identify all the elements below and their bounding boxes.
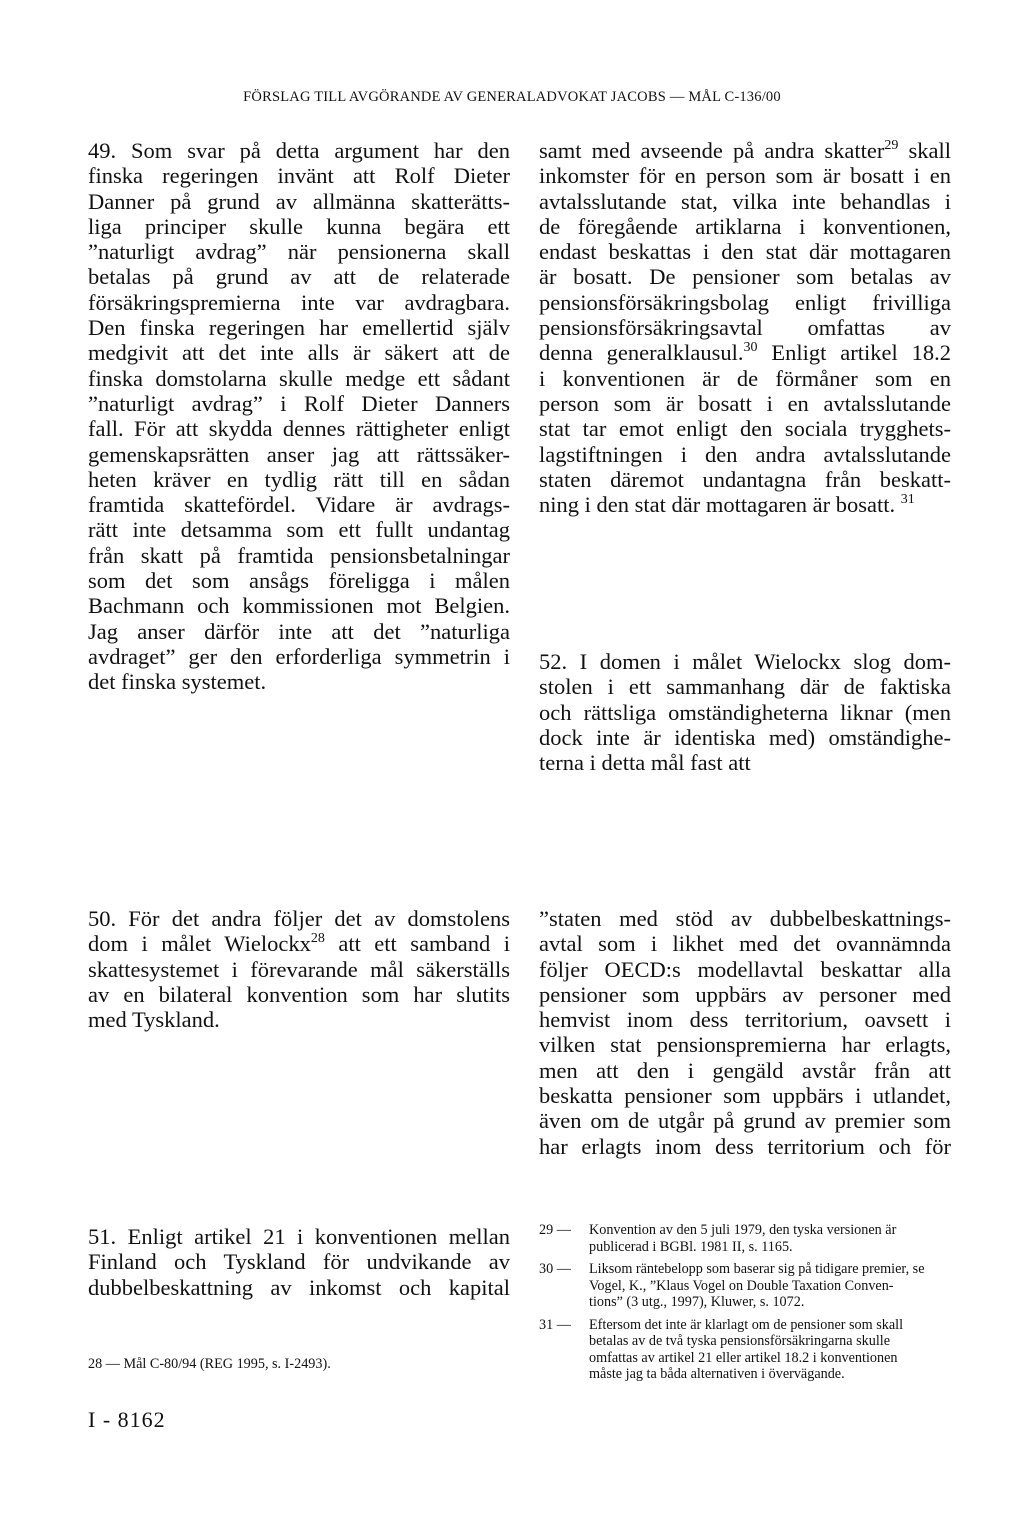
paragraph-line: men att den i gengäld avstår från att [539, 1057, 951, 1083]
paragraph-line: stat tar emot enligt den sociala trygghets- [539, 416, 951, 442]
paragraph-line: som det som ansågs föreligga i målen [88, 568, 510, 594]
paragraph-49 [88, 138, 510, 695]
paragraph-line: dock inte är identiska med) omständighe- [539, 724, 951, 750]
paragraph-line: liga principer skulle kunna begära ett [88, 213, 510, 239]
paragraph-line: i konventionen är de förmåner som en [539, 365, 951, 391]
footnote-ref-30[interactable]: 30 [743, 340, 758, 356]
paragraph-line: staten däremot undantagna från beskatt- [539, 466, 951, 492]
footnotes-right [539, 1222, 951, 1383]
paragraph-line: ning i den stat där mottagaren är bosatt. $^{31}$ [539, 492, 915, 518]
paragraph-line: heten kräver en tydlig rätt till en sådan [88, 466, 510, 492]
paragraph-52 [539, 649, 951, 775]
paragraph-51-continued [539, 138, 951, 517]
paragraph-51 [88, 1224, 510, 1300]
paragraph-line: gemenskapsrätten anser jag att rättssäker- [88, 441, 510, 467]
paragraph-line: denna generalklausul.$^{30}$ Enligt artikel 18.2 [539, 340, 952, 366]
footnote-28: 28 — Mål C-80/94 (REG 1995, s. I-2493). [88, 1356, 331, 1372]
footnote-line: betalas av de två tyska pensionsförsäkringarna skulle [589, 1333, 890, 1349]
quoted-judgment [539, 906, 951, 1159]
footnote-label: 31 — [539, 1316, 571, 1333]
footnote-line: omfattas av artikel 21 eller artikel 18.2 i konventionen [589, 1349, 898, 1366]
paragraph-line: Finland och Tyskland för undvikande av [88, 1249, 510, 1275]
paragraph-line: stolen i ett sammanhang där de faktiska [539, 674, 951, 700]
paragraph-line: 51. Enligt artikel 21 i konventionen mellan [88, 1224, 510, 1249]
footnote-ref-28[interactable]: 28 [310, 931, 325, 947]
paragraph-line: terna i detta mål fast att [539, 750, 751, 776]
paragraph-line: hemvist inom dess territorium, oavsett i [539, 1007, 951, 1033]
footnote-label: 29 — [539, 1222, 571, 1238]
paragraph-line: avtal som i likhet med det ovannämnda [539, 931, 951, 957]
paragraph-line: pensionsförsäkringsavtal omfattas av [539, 315, 951, 341]
paragraph-line: skattesystemet i förevarande mål säkerställs [88, 956, 510, 982]
paragraph-line: ”naturligt avdrag” när pensionerna skall [88, 239, 510, 265]
paragraph-line: avtalsslutande stat, vilka inte behandlas i [539, 188, 951, 214]
paragraph-line: betalas på grund av att de relaterade [88, 264, 510, 290]
paragraph-line: även om de utgår på grund av premier som [539, 1108, 951, 1134]
paragraph-line: från skatt på framtida pensionsbetalningar [88, 542, 510, 568]
paragraph-line: är bosatt. De pensioner som betalas av [539, 264, 951, 290]
paragraph-line: har erlagts inom dess territorium och för [539, 1133, 951, 1159]
paragraph-line: lagstiftningen i den andra avtalsslutande [539, 441, 951, 467]
footnote-ref-31[interactable]: 31 [900, 492, 915, 508]
paragraph-line: 52. I domen i målet Wielockx slog dom- [539, 649, 951, 674]
paragraph-line: 50. För det andra följer det av domstolens [88, 906, 510, 931]
paragraph-line: person som är bosatt i en avtalsslutande [539, 390, 951, 416]
paragraph-line: ”naturligt avdrag” i Rolf Dieter Danners [88, 390, 510, 416]
paragraph-line: rätt inte detsamma som ett fullt undantag [88, 517, 510, 543]
paragraph-line: Jag anser därför inte att det ”naturliga [88, 618, 510, 644]
footnote-ref-29[interactable]: 29 [884, 138, 899, 153]
paragraph-line: endast beskattas i den stat där mottagaren [539, 239, 951, 265]
paragraph-line: dubbelbeskattning av inkomst och kapital [88, 1274, 510, 1300]
paragraph-line: och rättsliga omständigheterna liknar (men [539, 699, 951, 725]
paragraph-line: följer OECD:s modellavtal beskattar alla [539, 956, 951, 982]
paragraph-line: ”staten med stöd av dubbelbeskattnings- [539, 906, 951, 931]
paragraph-50 [88, 906, 510, 1032]
paragraph-line: det finska systemet. [88, 669, 267, 695]
paragraph-line: inkomster för en person som är bosatt i en [539, 163, 951, 189]
paragraph-line: Danner på grund av allmänna skatterätts- [88, 188, 510, 214]
paragraph-line: Den finska regeringen har emellertid själv [88, 315, 510, 341]
footnote-line: Vogel, K., ”Klaus Vogel on Double Taxation Conven- [589, 1277, 894, 1294]
paragraph-line: med Tyskland. [88, 1007, 220, 1033]
footnote-line: Konvention av den 5 juli 1979, den tyska versionen är [589, 1222, 897, 1238]
paragraph-line: pensioner som uppbärs av personer med [539, 981, 951, 1007]
footnote-line: Liksom räntebelopp som baserar sig på tidigare premier, se [589, 1261, 925, 1277]
paragraph-line: finska domstolarna skulle medge ett sådant [88, 365, 510, 391]
footnote-30 [539, 1261, 951, 1311]
running-header: FÖRSLAG TILL AVGÖRANDE AV GENERALADVOKAT JACOBS — MÅL C-136/00 [243, 89, 781, 105]
paragraph-line: fall. För att skydda dennes rättigheter enligt [88, 416, 510, 442]
paragraph-line: av en bilateral konvention som har slutits [88, 981, 510, 1007]
paragraph-line: beskatta pensioner som uppbärs i utlandet, [539, 1083, 951, 1109]
footnote-29 [539, 1222, 951, 1255]
paragraph-line: dom i målet Wielockx$^{28}$ att ett samband i [88, 931, 510, 957]
paragraph-line: avdraget” ger den erforderliga symmetrin i [88, 643, 510, 669]
paragraph-line: framtida skattefördel. Vidare är avdrags- [88, 492, 510, 518]
paragraph-line: de föregående artiklarna i konventionen, [539, 213, 951, 239]
footnote-label: 30 — [539, 1261, 571, 1277]
paragraph-line: samt med avseende på andra skatter$^{29}$ skall [539, 138, 951, 163]
paragraph-line: Bachmann och kommissionen mot Belgien. [88, 593, 510, 619]
paragraph-line: försäkringspremierna inte var avdragbara. [88, 289, 510, 315]
footnote-line: måste jag ta båda alternativen i övervägande. [589, 1366, 845, 1382]
paragraph-line: finska regeringen invänt att Rolf Dieter [88, 163, 510, 189]
footnote-line: publicerad i BGBl. 1981 II, s. 1165. [589, 1238, 793, 1255]
footnote-31 [539, 1317, 951, 1383]
paragraph-line: medgivit att det inte alls är säkert att de [88, 340, 510, 366]
footnote-line: tions” (3 utg., 1997), Kluwer, s. 1072. [589, 1294, 805, 1310]
page-number: I - 8162 [88, 1407, 166, 1432]
paragraph-line: 49. Som svar på detta argument har den [88, 138, 510, 163]
footnote-line: Eftersom det inte är klarlagt om de pensioner som skall [589, 1316, 904, 1333]
paragraph-line: pensionsförsäkringsbolag enligt frivilliga [539, 289, 951, 315]
paragraph-line: vilken stat pensionspremierna har erlagts, [539, 1032, 951, 1058]
